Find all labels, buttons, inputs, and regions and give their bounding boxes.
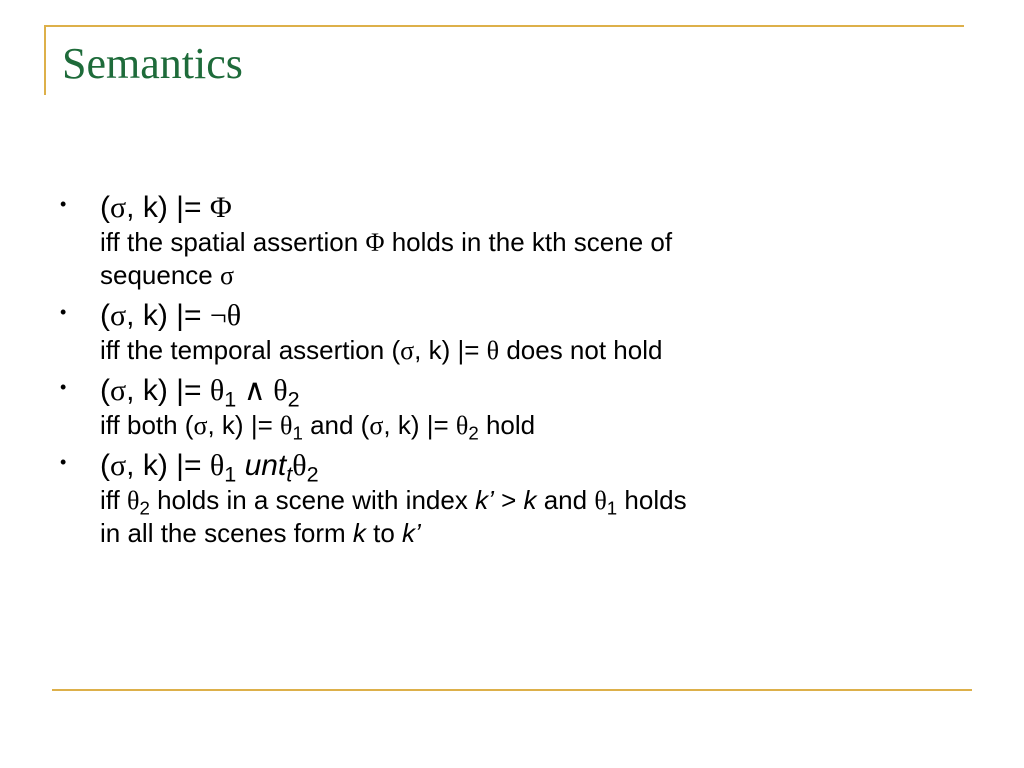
- description-text: >: [493, 485, 524, 515]
- variable-k-prime: k’: [475, 485, 494, 515]
- sigma-symbol: σ: [219, 261, 234, 290]
- description-text: does not hold: [499, 335, 663, 365]
- description-until: [100, 484, 960, 517]
- formula-text: (: [100, 374, 110, 407]
- subscript: 2: [468, 422, 479, 444]
- subscript: 2: [306, 461, 319, 487]
- description-text: hold: [478, 410, 536, 440]
- description-text: holds in a scene with index: [149, 485, 476, 515]
- theta-symbol: θ: [209, 374, 225, 407]
- subscript: 1: [292, 422, 303, 444]
- phi-symbol: Φ: [209, 191, 232, 224]
- bullet-item-spatial: [60, 190, 960, 292]
- description-text: in all the scenes form: [100, 518, 353, 548]
- description-text: holds in the kth scene of: [384, 227, 673, 257]
- theta-symbol: θ: [209, 449, 225, 482]
- description-text: , k) |=: [414, 335, 487, 365]
- formula-until: [100, 448, 960, 487]
- bullet-icon: •: [60, 194, 67, 214]
- bullet-item-negation: [60, 298, 960, 367]
- slide-title: Semantics: [62, 39, 243, 88]
- bullet-icon: •: [60, 302, 67, 322]
- left-rule: [44, 25, 46, 95]
- description-text: iff: [100, 485, 127, 515]
- description-negation: [100, 334, 960, 367]
- sigma-symbol: σ: [110, 449, 127, 482]
- description-text: iff both (: [100, 410, 194, 440]
- sigma-symbol: σ: [369, 411, 384, 440]
- until-operator: unt: [244, 449, 287, 482]
- formula-spatial: [100, 190, 960, 226]
- bullet-list: [60, 190, 960, 555]
- description-text: sequence: [100, 260, 220, 290]
- sigma-symbol: σ: [193, 411, 208, 440]
- formula-conjunction: [100, 373, 960, 412]
- formula-text: , k) |=: [126, 299, 210, 332]
- bullet-icon: •: [60, 377, 67, 397]
- description-conjunction: [100, 409, 960, 442]
- variable-k: k: [352, 518, 366, 548]
- formula-text: (: [100, 299, 110, 332]
- theta-symbol: θ: [279, 411, 293, 440]
- theta-symbol: θ: [292, 449, 307, 482]
- description-text: and (: [302, 410, 370, 440]
- description-spatial: [100, 226, 960, 259]
- description-text: to: [365, 518, 403, 548]
- formula-text: , k) |=: [126, 449, 210, 482]
- sigma-symbol: σ: [110, 299, 127, 332]
- subscript: 2: [287, 386, 300, 412]
- subscript: 2: [139, 497, 150, 519]
- negation-symbol: ¬: [209, 299, 227, 332]
- theta-symbol: θ: [126, 486, 140, 515]
- phi-symbol: Φ: [365, 228, 385, 257]
- subscript: 1: [606, 497, 618, 519]
- description-text: , k) |=: [207, 410, 280, 440]
- description-text: and: [536, 485, 595, 515]
- theta-symbol: θ: [273, 374, 288, 407]
- formula-text: [236, 449, 244, 482]
- formula-negation: [100, 298, 960, 334]
- bullet-icon: •: [60, 452, 67, 472]
- subscript: t: [286, 461, 293, 487]
- sigma-symbol: σ: [110, 191, 127, 224]
- formula-text: , k) |=: [126, 374, 210, 407]
- sigma-symbol: σ: [110, 374, 127, 407]
- formula-text: (: [100, 449, 110, 482]
- variable-k-prime: k’: [402, 518, 421, 548]
- top-rule: [44, 25, 964, 27]
- variable-k: k: [523, 485, 537, 515]
- theta-symbol: θ: [226, 299, 242, 332]
- bottom-rule: [52, 689, 972, 691]
- description-until-line2: [100, 517, 960, 549]
- bullet-item-until: [60, 448, 960, 549]
- theta-symbol: θ: [486, 336, 500, 365]
- subscript: 1: [224, 461, 237, 487]
- description-spatial-line2: [100, 259, 960, 292]
- formula-text: (: [100, 191, 110, 224]
- and-symbol: ∧: [236, 374, 274, 407]
- bullet-item-conjunction: [60, 373, 960, 442]
- description-text: holds: [617, 485, 687, 515]
- subscript: 1: [224, 386, 237, 412]
- formula-text: , k) |=: [126, 191, 210, 224]
- theta-symbol: θ: [455, 411, 469, 440]
- description-text: iff the spatial assertion: [100, 227, 366, 257]
- sigma-symbol: σ: [400, 336, 415, 365]
- description-text: , k) |=: [383, 410, 456, 440]
- theta-symbol: θ: [594, 486, 607, 515]
- description-text: iff the temporal assertion (: [100, 335, 401, 365]
